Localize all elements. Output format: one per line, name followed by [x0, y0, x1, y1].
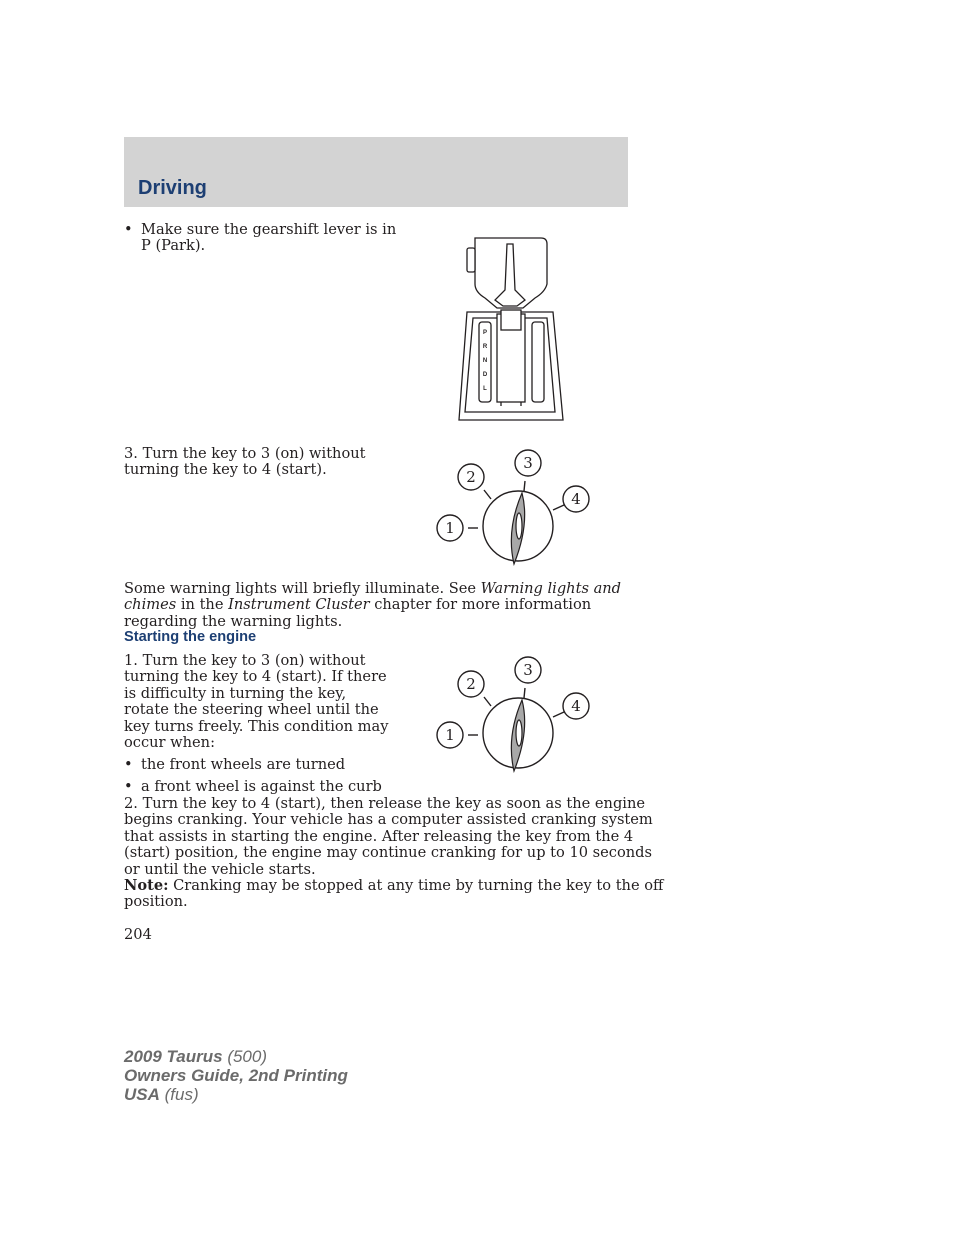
ignition-diagram [430, 446, 600, 576]
step3-line1: 3. Turn the key to 3 (on) without [124, 445, 366, 462]
bullet-icon: • [124, 221, 133, 238]
position-label-4: 4 [571, 490, 581, 508]
step2-paragraph [124, 796, 663, 911]
step1-line: key turns freely. This condition may [124, 717, 389, 735]
warning-text: regarding the warning lights. [124, 612, 343, 630]
bullet-icon: • [124, 778, 133, 795]
footer-edition: Owners Guide, 2nd Printing [124, 1066, 348, 1085]
note-label: Note: [124, 877, 169, 895]
position-label-3: 3 [523, 454, 533, 472]
position-label-3: 3 [523, 661, 533, 679]
position-label-2: 2 [466, 468, 476, 486]
step3-line2: turning the key to 4 (start). [124, 461, 327, 478]
gear-letter-n: N [482, 358, 488, 364]
step2-line: 2. Turn the key to 4 (start), then release the key as soon as the engine [124, 795, 645, 812]
step2-line: (start) position, the engine may continue cranking for up to 10 seconds [124, 844, 652, 862]
gearshift-illustration [455, 234, 565, 426]
bullet-icon: • [124, 756, 133, 773]
footer-model: 2009 Taurus [124, 1047, 223, 1066]
warning-paragraph [124, 581, 621, 630]
position-label-1: 1 [445, 519, 455, 537]
gear-letter-r: R [482, 344, 488, 350]
gear-letter-d: D [482, 372, 488, 378]
note-text: position. [124, 893, 188, 911]
step1-line: turning the key to 4 (start). If there [124, 668, 387, 686]
footer-market-code: (fus) [159, 1085, 199, 1104]
footer-code: (500) [222, 1047, 268, 1066]
step2-line: that assists in starting the engine. After releasing the key from the 4 [124, 827, 634, 845]
warning-text: in the [176, 596, 229, 614]
position-label-2: 2 [466, 675, 476, 693]
footer-market: USA [124, 1085, 160, 1104]
position-label-1: 1 [445, 726, 455, 744]
ignition-diagram [430, 653, 600, 783]
bullet-text-cont: P (Park). [141, 237, 206, 254]
bullet-text: the front wheels are turned [141, 756, 346, 773]
page-number: 204 [124, 926, 152, 943]
step1-paragraph [124, 653, 388, 751]
bullet-text: a front wheel is against the curb [141, 778, 382, 795]
section-title: Driving [138, 177, 207, 199]
step1-line: is difficulty in turning the key, [124, 684, 347, 702]
note-text: Cranking may be stopped at any time by turning the key to the off [168, 877, 664, 895]
bullet-text: Make sure the gearshift lever is in [141, 221, 397, 238]
step1-line: rotate the steering wheel until the [124, 701, 379, 719]
warning-text: Some warning lights will briefly illuminate. See [124, 580, 481, 597]
step1-line: occur when: [124, 734, 215, 752]
chapter-title: Instrument Cluster [228, 596, 370, 614]
subsection-heading: Starting the engine [124, 629, 257, 645]
warning-link-title: Warning lights and [480, 580, 622, 597]
step2-line: begins cranking. Your vehicle has a computer assisted cranking system [124, 811, 653, 829]
warning-link-title-cont: chimes [124, 596, 177, 614]
warning-text: chapter for more information [369, 596, 592, 614]
footer [124, 1047, 348, 1104]
step1-line: 1. Turn the key to 3 (on) without [124, 652, 366, 669]
gear-letter-p: P [482, 330, 488, 336]
step2-line: or until the vehicle starts. [124, 860, 316, 878]
gear-letter-l: L [483, 386, 487, 392]
position-label-4: 4 [571, 697, 581, 715]
